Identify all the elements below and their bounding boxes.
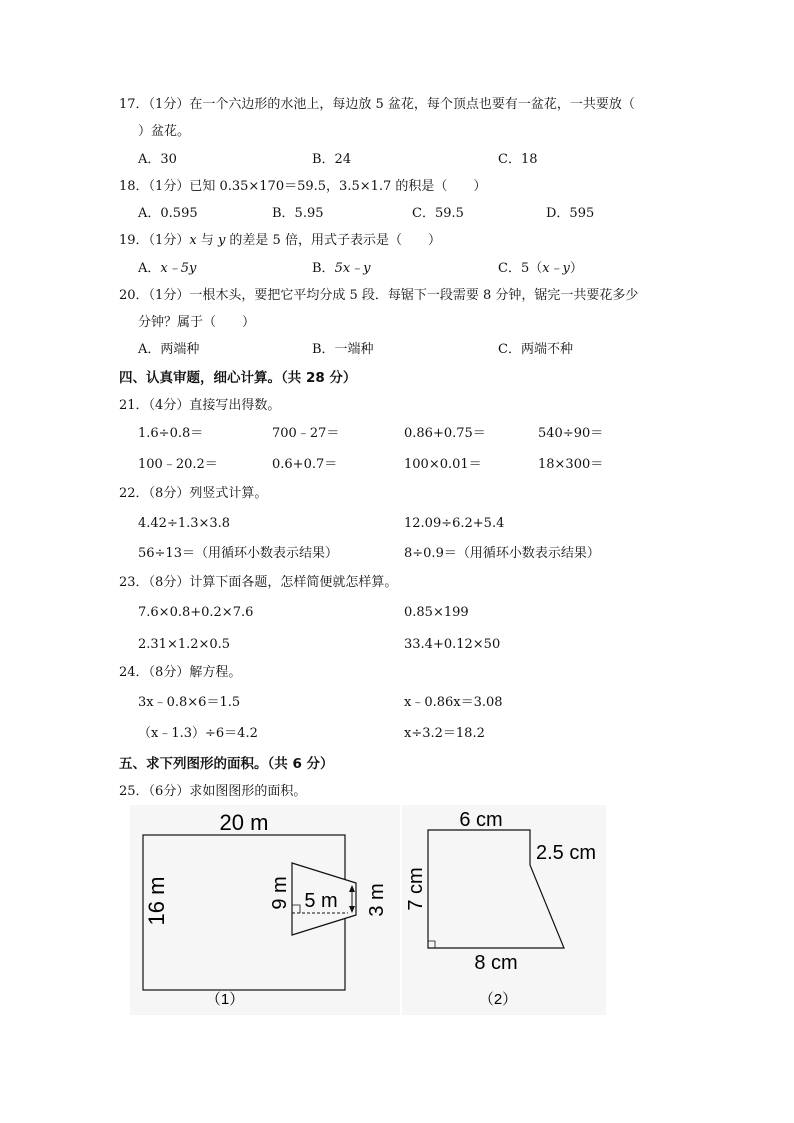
q19-option-c-expr: x﹣y (542, 261, 570, 276)
q19-option-c-label: C．5（ (498, 261, 543, 276)
q19-option-b (312, 260, 371, 278)
q19-option-b-expr: 5x﹣y (334, 261, 371, 276)
figure-1-background (130, 805, 400, 1015)
figure-1-label-trap-right: 3 m (366, 883, 388, 917)
q19-option-a-expr: x﹣5y (160, 261, 197, 276)
q19-option-c-end: ） (569, 261, 583, 276)
section-5-heading: 五、求下列图形的面积。（共 6 分） (119, 756, 334, 772)
q24-stem: 24．（8分）解方程。 (119, 665, 242, 680)
q24-item3: （x﹣1.3）÷6＝4.2 (138, 726, 258, 741)
q19-stem (119, 232, 441, 250)
q24-item4: x÷3.2＝18.2 (404, 726, 485, 741)
figure-2 (402, 805, 606, 1015)
figure-2-label-right: 2.5 cm (536, 842, 597, 864)
q23-item3: 2.31×1.2×0.5 (138, 637, 231, 652)
q24-item1: 3x﹣0.8×6＝1.5 (138, 695, 241, 710)
q20-stem-line1: 20．（1分）一根木头，要把它平均分成 5 段．每锯下一段需要 8 分钟，锯完一共要花多少 (119, 288, 639, 303)
q19-option-b-label: B． (312, 261, 335, 276)
q21-r1-item1: 1.6÷0.8＝ (138, 426, 204, 441)
figure-1-label-trap-height: 9 m (269, 876, 291, 910)
q19-var-y: y (217, 233, 226, 248)
q22-item1: 4.42÷1.3×3.8 (138, 516, 231, 531)
q17-option-c: C．18 (498, 152, 538, 167)
figure-1-label-top: 20 m (219, 810, 269, 835)
q17-stem-line2: ）盆花。 (138, 124, 191, 139)
q20-option-a: A．两端种 (138, 342, 200, 357)
q21-r1-item3: 0.86+0.75＝ (404, 426, 486, 441)
q17-option-a: A．30 (138, 152, 177, 167)
figure-1-label-trap-top: 5 m (304, 890, 338, 912)
q17-stem-line1: 17．（1分）在一个六边形的水池上，每边放 5 盆花，每个顶点也要有一盆花，一共要放（ (119, 97, 635, 112)
q20-stem-line2: 分钟？属于（ ） (138, 315, 256, 330)
q21-stem: 21．（4分）直接写出得数。 (119, 398, 281, 413)
figure-2-label-left: 7 cm (405, 867, 427, 911)
q21-r2-item4: 18×300＝ (538, 457, 604, 472)
q22-item2: 12.09÷6.2+5.4 (404, 516, 505, 531)
q21-r2-item3: 100×0.01＝ (404, 457, 482, 472)
q21-r1-item2: 700﹣27＝ (272, 426, 340, 441)
q21-r1-item4: 540÷90＝ (538, 426, 604, 441)
q23-item1: 7.6×0.8+0.2×7.6 (138, 605, 254, 620)
q17-option-b: B．24 (312, 152, 352, 167)
q19-stem-pre: 19．（1分） (119, 233, 190, 248)
q20-option-b: B．一端种 (312, 342, 374, 357)
section-4-heading: 四、认真审题，细心计算。（共 28 分） (119, 370, 357, 386)
q23-item4: 33.4+0.12×50 (404, 637, 501, 652)
q21-r2-item1: 100﹣20.2＝ (138, 457, 218, 472)
q20-option-c: C．两端不种 (498, 342, 573, 357)
q24-item2: x﹣0.86x＝3.08 (404, 695, 503, 710)
q19-stem-post: 的差是 5 倍，用式子表示是（ ） (225, 233, 441, 248)
q22-stem: 22．（8分）列竖式计算。 (119, 486, 268, 501)
q19-option-a (138, 260, 196, 278)
q23-item2: 0.85×199 (404, 605, 469, 620)
q22-item4: 8÷0.9＝（用循环小数表示结果） (404, 546, 600, 561)
q19-stem-mid: 与 (196, 233, 218, 248)
q19-var-x: x (189, 233, 197, 248)
q21-r2-item2: 0.6+0.7＝ (272, 457, 338, 472)
q18-option-c: C．59.5 (412, 206, 464, 221)
figure-2-label-top: 6 cm (459, 809, 503, 831)
q19-option-c (498, 260, 583, 278)
q19-option-a-label: A． (138, 261, 161, 276)
q18-option-a: A．0.595 (138, 206, 198, 221)
figure-2-background (402, 805, 606, 1015)
figure-1-label-left: 16 m (144, 876, 169, 926)
q22-item3: 56÷13＝（用循环小数表示结果） (138, 546, 338, 561)
q23-stem: 23．（8分）计算下面各题，怎样简便就怎样算。 (119, 575, 398, 590)
figure-2-label-bottom: 8 cm (474, 952, 518, 974)
q25-stem: 25．（6分）求如图图形的面积。 (119, 784, 307, 799)
q18-stem: 18．（1分）已知 0.35×170＝59.5，3.5×1.7 的积是（ ） (119, 179, 487, 194)
figure-1 (130, 805, 400, 1015)
figure-1-caption: （1） (205, 991, 245, 1008)
q18-option-d: D．595 (546, 206, 595, 221)
q18-option-b: B．5.95 (272, 206, 324, 221)
figure-2-caption: （2） (478, 991, 518, 1008)
